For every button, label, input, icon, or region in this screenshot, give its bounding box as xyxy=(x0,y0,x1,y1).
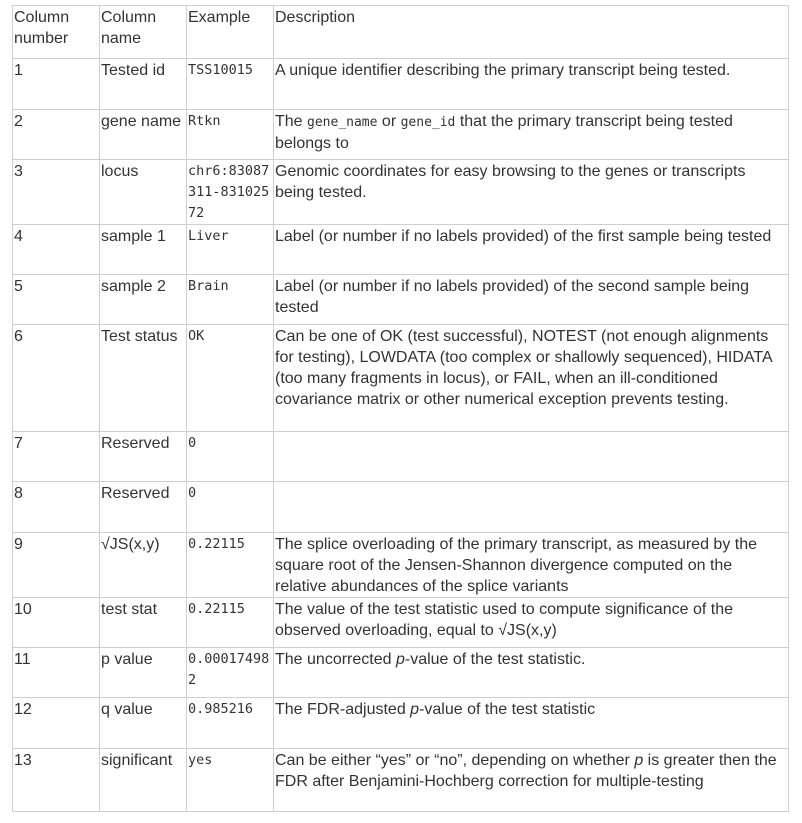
desc-italic-p: p xyxy=(410,701,420,718)
table-row xyxy=(13,325,789,432)
table-header-row xyxy=(13,6,789,59)
cell-number: 3 xyxy=(13,160,100,225)
cell-description xyxy=(274,698,789,749)
cell-example: 0.22115 xyxy=(187,598,274,648)
cell-number: 5 xyxy=(13,275,100,325)
cell-example: 0 xyxy=(187,432,274,482)
desc-text: -value of the test statistic. xyxy=(404,651,586,668)
desc-text: that the primary transcript being tested belongs to xyxy=(275,113,733,152)
table-row xyxy=(13,749,789,812)
desc-code-gene-id: gene_id xyxy=(400,115,456,130)
column-spec-table xyxy=(12,5,789,812)
cell-description: Label (or number if no labels provided) of the second sample being tested xyxy=(274,275,789,325)
cell-description: The value of the test statistic used to compute significance of the observed overloading, equal to √JS(x,y) xyxy=(274,598,789,648)
cell-example: 0.22115 xyxy=(187,533,274,598)
table-row xyxy=(13,482,789,533)
table-row xyxy=(13,648,789,698)
cell-number: 8 xyxy=(13,482,100,533)
desc-text: The uncorrected xyxy=(275,651,396,668)
desc-text: The FDR-adjusted xyxy=(275,701,411,718)
cell-number: 11 xyxy=(13,648,100,698)
desc-text: -value of the test statistic xyxy=(419,701,596,718)
cell-name: Reserved xyxy=(100,482,187,533)
table-row xyxy=(13,598,789,648)
cell-example: Brain xyxy=(187,275,274,325)
cell-number: 6 xyxy=(13,325,100,432)
desc-text: or xyxy=(377,113,401,130)
cell-description xyxy=(274,432,789,482)
cell-number: 1 xyxy=(13,59,100,110)
cell-example: 0.000174982 xyxy=(187,648,274,698)
cell-number: 4 xyxy=(13,225,100,275)
desc-text: The xyxy=(275,113,308,130)
cell-example: 0.985216 xyxy=(187,698,274,749)
cell-example: Liver xyxy=(187,225,274,275)
cell-name: Reserved xyxy=(100,432,187,482)
table-row xyxy=(13,275,789,325)
table-row xyxy=(13,698,789,749)
cell-name: significant xyxy=(100,749,187,812)
cell-description xyxy=(274,648,789,698)
cell-example: OK xyxy=(187,325,274,432)
cell-number: 9 xyxy=(13,533,100,598)
table-row xyxy=(13,59,789,110)
cell-example: yes xyxy=(187,749,274,812)
header-column-number: Column number xyxy=(13,6,100,59)
cell-number: 12 xyxy=(13,698,100,749)
cell-number: 7 xyxy=(13,432,100,482)
table-row xyxy=(13,432,789,482)
cell-description: A unique identifier describing the primary transcript being tested. xyxy=(274,59,789,110)
cell-name: sample 2 xyxy=(100,275,187,325)
cell-name: sample 1 xyxy=(100,225,187,275)
table-row xyxy=(13,225,789,275)
cell-number: 13 xyxy=(13,749,100,812)
cell-name: Test status xyxy=(100,325,187,432)
cell-name: q value xyxy=(100,698,187,749)
table-row xyxy=(13,533,789,598)
cell-example: TSS10015 xyxy=(187,59,274,110)
table-row xyxy=(13,160,789,225)
cell-name: p value xyxy=(100,648,187,698)
desc-code-gene-name: gene_name xyxy=(307,115,378,130)
desc-italic-p: p xyxy=(395,651,405,668)
cell-number: 10 xyxy=(13,598,100,648)
desc-text: is greater then the FDR after Benjamini-Hochberg correction for multiple-testing xyxy=(275,752,777,790)
cell-name: test stat xyxy=(100,598,187,648)
cell-name: locus xyxy=(100,160,187,225)
cell-description: The splice overloading of the primary transcript, as measured by the square root of the Jensen-Shannon divergence computed on the relative abundances of the splice variants xyxy=(274,533,789,598)
cell-example: chr6:83087311-83102572 xyxy=(187,160,274,225)
cell-description xyxy=(274,749,789,812)
cell-description: Genomic coordinates for easy browsing to the genes or transcripts being tested. xyxy=(274,160,789,225)
cell-description: Can be one of OK (test successful), NOTEST (not enough alignments for testing), LOWDATA (too complex or shallowly sequenced), HIDATA (too many fragments in locus), or FAIL, when an ill-conditioned covariance matrix or other numerical exception prevents testing. xyxy=(274,325,789,432)
header-description: Description xyxy=(274,6,789,59)
cell-description xyxy=(274,482,789,533)
cell-description: Label (or number if no labels provided) of the first sample being tested xyxy=(274,225,789,275)
header-column-name: Column name xyxy=(100,6,187,59)
cell-name: Tested id xyxy=(100,59,187,110)
cell-number: 2 xyxy=(13,110,100,160)
cell-name: gene name xyxy=(100,110,187,160)
table-row xyxy=(13,110,789,160)
cell-description xyxy=(274,110,789,160)
header-example: Example xyxy=(187,6,274,59)
cell-name: √JS(x,y) xyxy=(100,533,187,598)
cell-example: 0 xyxy=(187,482,274,533)
desc-italic-p: p xyxy=(634,752,644,769)
cell-example: Rtkn xyxy=(187,110,274,160)
desc-text: Can be either “yes” or “no”, depending on whether xyxy=(275,752,635,769)
